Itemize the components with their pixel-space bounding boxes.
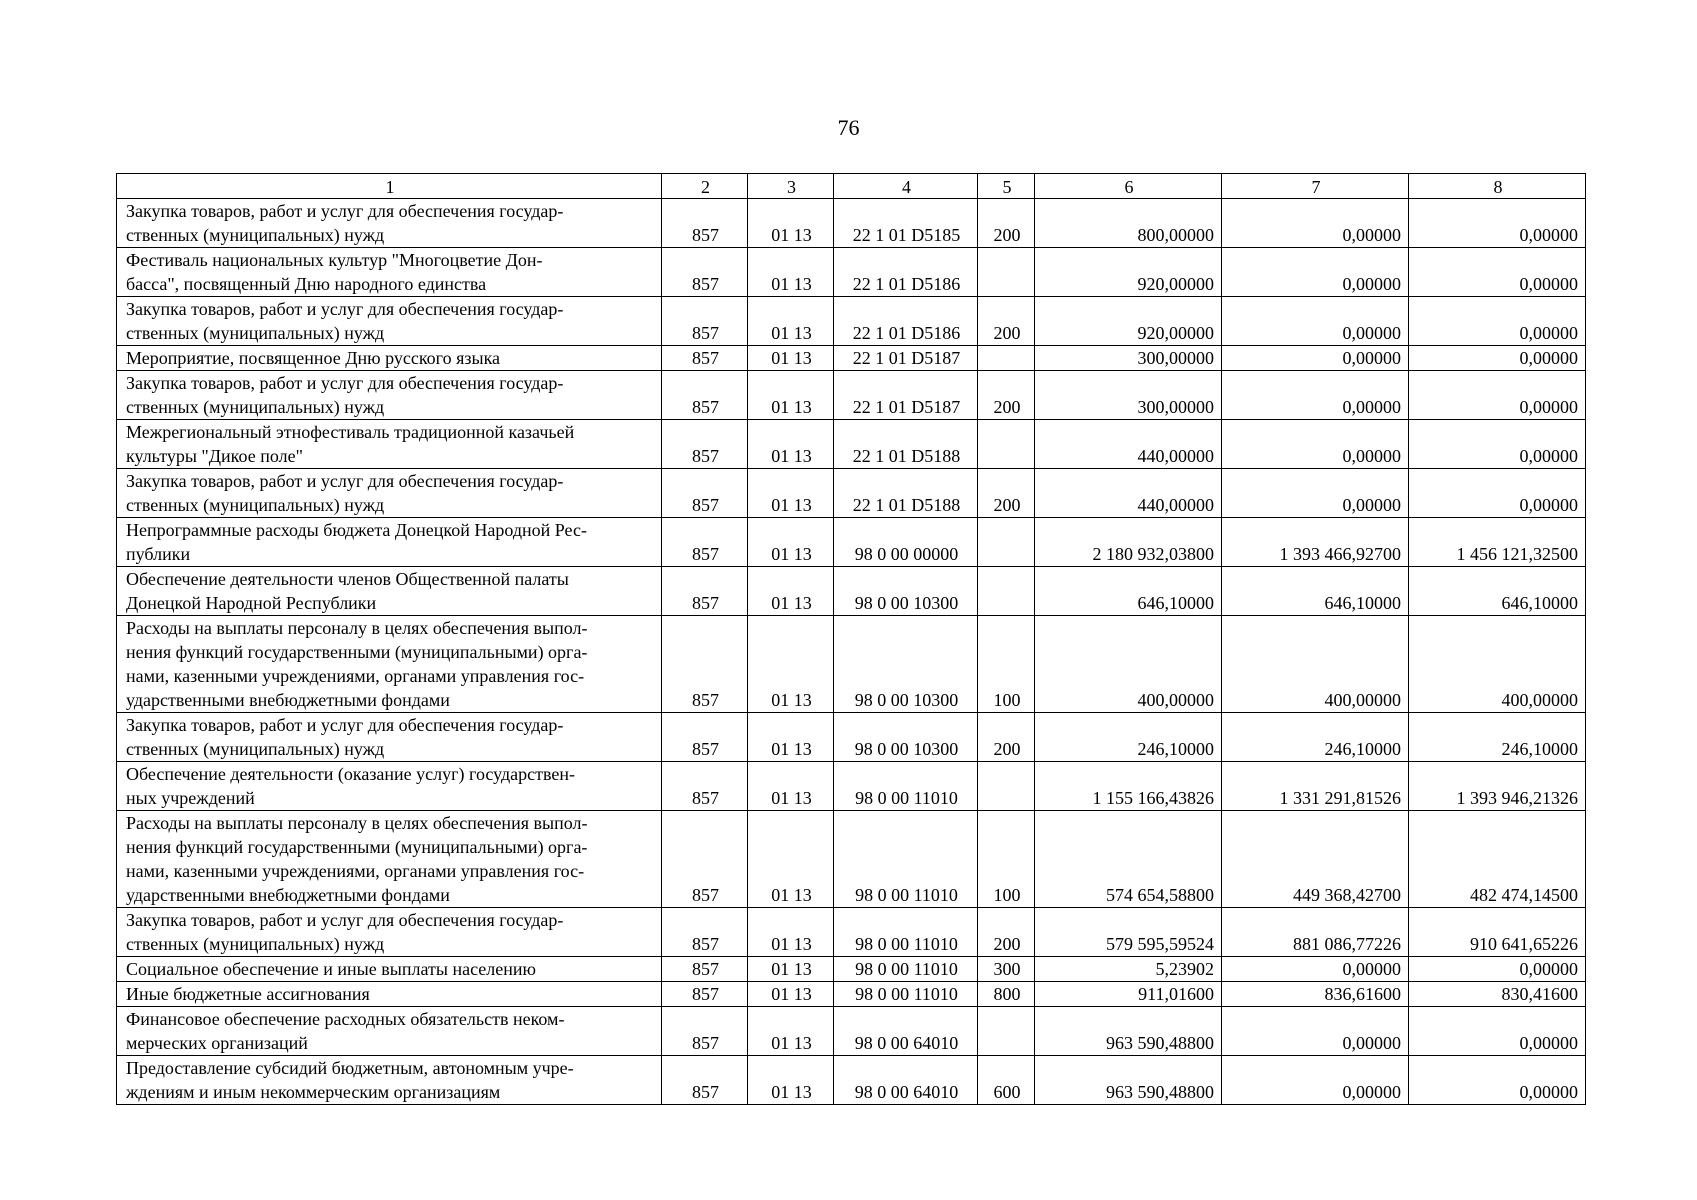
row-section-cell: 01 13 [748,199,834,248]
row-name-cell: Закупка товаров, работ и услуг для обеспечения государ- ственных (муниципальных) нужд [117,908,662,957]
row-code-cell: 857 [662,908,748,957]
row-section-cell: 01 13 [748,957,834,982]
row-amount-6-cell: 400,00000 [1035,616,1222,713]
row-code-cell: 857 [662,811,748,908]
row-name-cell: Обеспечение деятельности (оказание услуг) государствен- ных учреждений [117,762,662,811]
table-row [117,616,1586,713]
column-header-6: 6 [1035,174,1222,199]
row-section-cell: 01 13 [748,371,834,420]
table-row [117,297,1586,346]
row-amount-7-cell: 0,00000 [1222,248,1409,297]
row-section-cell: 01 13 [748,346,834,371]
row-amount-6-cell: 574 654,58800 [1035,811,1222,908]
row-amount-7-cell: 400,00000 [1222,616,1409,713]
row-amount-6-cell: 440,00000 [1035,420,1222,469]
row-target-article-cell: 22 1 01 D5186 [834,248,978,297]
row-name-cell: Закупка товаров, работ и услуг для обеспечения государ- ственных (муниципальных) нужд [117,713,662,762]
column-header-4: 4 [834,174,978,199]
table-row [117,1007,1586,1056]
row-amount-8-cell: 0,00000 [1409,420,1586,469]
row-expense-type-cell: 200 [978,713,1035,762]
row-section-cell: 01 13 [748,762,834,811]
row-section-cell: 01 13 [748,616,834,713]
row-name-cell: Закупка товаров, работ и услуг для обеспечения государ- ственных (муниципальных) нужд [117,297,662,346]
row-target-article-cell: 98 0 00 10300 [834,713,978,762]
row-expense-type-cell: 800 [978,982,1035,1007]
table-row [117,957,1586,982]
row-amount-7-cell: 449 368,42700 [1222,811,1409,908]
row-code-cell: 857 [662,518,748,567]
row-amount-7-cell: 1 393 466,92700 [1222,518,1409,567]
row-expense-type-cell: 200 [978,371,1035,420]
row-amount-6-cell: 963 590,48800 [1035,1007,1222,1056]
row-amount-6-cell: 963 590,48800 [1035,1056,1222,1105]
row-target-article-cell: 98 0 00 64010 [834,1056,978,1105]
table-row [117,518,1586,567]
row-name-cell: Непрограммные расходы бюджета Донецкой Народной Рес- публики [117,518,662,567]
row-section-cell: 01 13 [748,469,834,518]
row-amount-6-cell: 579 595,59524 [1035,908,1222,957]
row-code-cell: 857 [662,248,748,297]
row-expense-type-cell [978,762,1035,811]
table-row [117,371,1586,420]
row-amount-7-cell: 0,00000 [1222,297,1409,346]
row-name-cell: Фестиваль национальных культур "Многоцветие Дон- басса", посвященный Дню народного единства [117,248,662,297]
row-amount-8-cell: 0,00000 [1409,469,1586,518]
row-amount-6-cell: 800,00000 [1035,199,1222,248]
table-row [117,762,1586,811]
row-name-cell: Расходы на выплаты персоналу в целях обеспечения выпол- нения функций государственными (муниципальными) орга- нами, казенными учреждениями, органами управления гос- ударственными внебюджетными фондами [117,616,662,713]
row-code-cell: 857 [662,420,748,469]
row-target-article-cell: 98 0 00 11010 [834,957,978,982]
column-number-row [117,174,1586,199]
row-expense-type-cell: 200 [978,297,1035,346]
page-number: 76 [837,115,860,140]
row-code-cell: 857 [662,957,748,982]
row-amount-7-cell: 0,00000 [1222,199,1409,248]
row-code-cell: 857 [662,616,748,713]
row-amount-7-cell: 0,00000 [1222,346,1409,371]
row-section-cell: 01 13 [748,567,834,616]
row-amount-7-cell: 0,00000 [1222,371,1409,420]
row-target-article-cell: 22 1 01 D5187 [834,371,978,420]
row-expense-type-cell: 100 [978,616,1035,713]
row-code-cell: 857 [662,762,748,811]
row-amount-6-cell: 920,00000 [1035,248,1222,297]
row-code-cell: 857 [662,982,748,1007]
row-amount-7-cell: 1 331 291,81526 [1222,762,1409,811]
row-amount-8-cell: 0,00000 [1409,248,1586,297]
row-expense-type-cell: 600 [978,1056,1035,1105]
row-section-cell: 01 13 [748,713,834,762]
row-name-cell: Мероприятие, посвященное Дню русского языка [117,346,662,371]
row-target-article-cell: 22 1 01 D5188 [834,469,978,518]
row-expense-type-cell [978,420,1035,469]
column-header-5: 5 [978,174,1035,199]
budget-table [116,173,1586,1105]
row-amount-8-cell: 0,00000 [1409,1007,1586,1056]
row-name-cell: Закупка товаров, работ и услуг для обеспечения государ- ственных (муниципальных) нужд [117,371,662,420]
row-expense-type-cell: 200 [978,469,1035,518]
row-section-cell: 01 13 [748,982,834,1007]
column-header-7: 7 [1222,174,1409,199]
row-amount-6-cell: 646,10000 [1035,567,1222,616]
row-section-cell: 01 13 [748,1007,834,1056]
row-amount-6-cell: 246,10000 [1035,713,1222,762]
row-expense-type-cell [978,567,1035,616]
row-target-article-cell: 98 0 00 11010 [834,811,978,908]
row-amount-8-cell: 830,41600 [1409,982,1586,1007]
row-code-cell: 857 [662,1007,748,1056]
row-target-article-cell: 98 0 00 00000 [834,518,978,567]
row-target-article-cell: 98 0 00 64010 [834,1007,978,1056]
row-target-article-cell: 98 0 00 11010 [834,982,978,1007]
row-name-cell: Социальное обеспечение и иные выплаты населению [117,957,662,982]
row-code-cell: 857 [662,567,748,616]
row-name-cell: Предоставление субсидий бюджетным, автономным учре- ждениям и иным некоммерческим организациям [117,1056,662,1105]
row-amount-6-cell: 2 180 932,03800 [1035,518,1222,567]
row-amount-8-cell: 482 474,14500 [1409,811,1586,908]
row-amount-8-cell: 0,00000 [1409,371,1586,420]
row-section-cell: 01 13 [748,811,834,908]
row-expense-type-cell [978,1007,1035,1056]
row-expense-type-cell [978,518,1035,567]
row-expense-type-cell: 100 [978,811,1035,908]
row-amount-8-cell: 910 641,65226 [1409,908,1586,957]
row-amount-6-cell: 920,00000 [1035,297,1222,346]
table-row [117,248,1586,297]
row-target-article-cell: 98 0 00 11010 [834,908,978,957]
table-body [117,174,1586,1105]
row-amount-7-cell: 0,00000 [1222,957,1409,982]
table-row [117,982,1586,1007]
row-amount-8-cell: 1 456 121,32500 [1409,518,1586,567]
row-amount-8-cell: 0,00000 [1409,199,1586,248]
row-amount-7-cell: 836,61600 [1222,982,1409,1007]
row-name-cell: Обеспечение деятельности членов Общественной палаты Донецкой Народной Республики [117,567,662,616]
row-amount-6-cell: 440,00000 [1035,469,1222,518]
row-name-cell: Расходы на выплаты персоналу в целях обеспечения выпол- нения функций государственными (муниципальными) орга- нами, казенными учреждениями, органами управления гос- ударственными внебюджетными фондами [117,811,662,908]
row-target-article-cell: 98 0 00 11010 [834,762,978,811]
row-target-article-cell: 22 1 01 D5188 [834,420,978,469]
row-amount-7-cell: 0,00000 [1222,420,1409,469]
row-code-cell: 857 [662,199,748,248]
row-code-cell: 857 [662,469,748,518]
row-code-cell: 857 [662,1056,748,1105]
table-row [117,420,1586,469]
row-amount-6-cell: 911,01600 [1035,982,1222,1007]
row-name-cell: Закупка товаров, работ и услуг для обеспечения государ- ственных (муниципальных) нужд [117,199,662,248]
table-row [117,199,1586,248]
row-amount-7-cell: 0,00000 [1222,1007,1409,1056]
column-header-8: 8 [1409,174,1586,199]
row-section-cell: 01 13 [748,518,834,567]
table-row [117,713,1586,762]
row-amount-8-cell: 0,00000 [1409,297,1586,346]
row-name-cell: Межрегиональный этнофестиваль традиционной казачьей культуры "Дикое поле" [117,420,662,469]
row-amount-7-cell: 0,00000 [1222,1056,1409,1105]
table-row [117,1056,1586,1105]
table-row [117,346,1586,371]
row-amount-6-cell: 5,23902 [1035,957,1222,982]
table-row [117,469,1586,518]
row-section-cell: 01 13 [748,420,834,469]
row-name-cell: Иные бюджетные ассигнования [117,982,662,1007]
row-expense-type-cell: 200 [978,199,1035,248]
row-name-cell: Закупка товаров, работ и услуг для обеспечения государ- ственных (муниципальных) нужд [117,469,662,518]
row-target-article-cell: 22 1 01 D5186 [834,297,978,346]
row-section-cell: 01 13 [748,297,834,346]
row-amount-7-cell: 881 086,77226 [1222,908,1409,957]
row-expense-type-cell [978,346,1035,371]
row-code-cell: 857 [662,713,748,762]
row-name-cell: Финансовое обеспечение расходных обязательств неком- мерческих организаций [117,1007,662,1056]
column-header-2: 2 [662,174,748,199]
row-section-cell: 01 13 [748,248,834,297]
row-target-article-cell: 98 0 00 10300 [834,567,978,616]
row-amount-8-cell: 646,10000 [1409,567,1586,616]
row-amount-8-cell: 0,00000 [1409,1056,1586,1105]
table-row [117,908,1586,957]
row-amount-8-cell: 0,00000 [1409,346,1586,371]
row-section-cell: 01 13 [748,1056,834,1105]
table-row [117,811,1586,908]
row-amount-8-cell: 1 393 946,21326 [1409,762,1586,811]
row-amount-8-cell: 400,00000 [1409,616,1586,713]
row-amount-7-cell: 246,10000 [1222,713,1409,762]
column-header-3: 3 [748,174,834,199]
row-expense-type-cell: 300 [978,957,1035,982]
table-row [117,567,1586,616]
row-amount-6-cell: 300,00000 [1035,371,1222,420]
row-expense-type-cell: 200 [978,908,1035,957]
column-header-1: 1 [117,174,662,199]
row-amount-6-cell: 1 155 166,43826 [1035,762,1222,811]
row-code-cell: 857 [662,346,748,371]
row-amount-8-cell: 246,10000 [1409,713,1586,762]
row-amount-7-cell: 646,10000 [1222,567,1409,616]
row-amount-8-cell: 0,00000 [1409,957,1586,982]
row-target-article-cell: 22 1 01 D5185 [834,199,978,248]
row-amount-7-cell: 0,00000 [1222,469,1409,518]
row-target-article-cell: 22 1 01 D5187 [834,346,978,371]
row-target-article-cell: 98 0 00 10300 [834,616,978,713]
row-code-cell: 857 [662,297,748,346]
row-section-cell: 01 13 [748,908,834,957]
row-code-cell: 857 [662,371,748,420]
row-expense-type-cell [978,248,1035,297]
row-amount-6-cell: 300,00000 [1035,346,1222,371]
